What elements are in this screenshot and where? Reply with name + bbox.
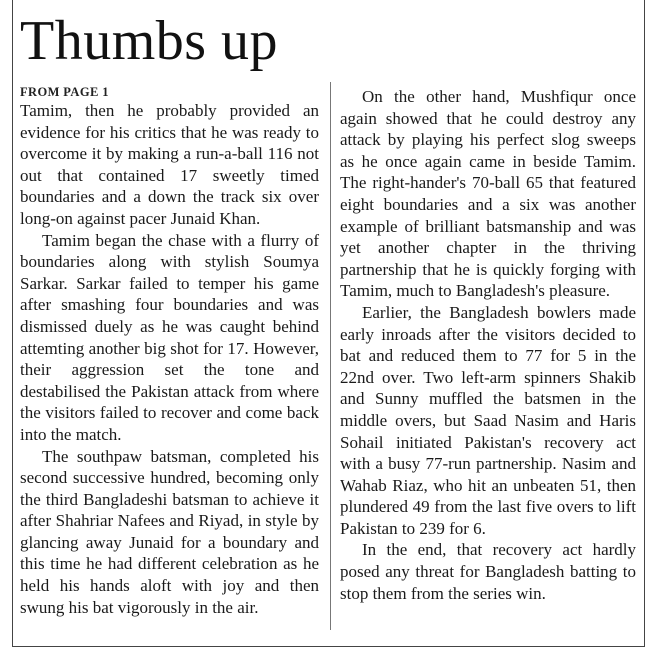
paragraph: Tamim, then he probably provided an evidence for his critics that he was ready to overcome it by making a run-a-ball 116 not out that contained 17 sweetly timed boundaries and a down the track six over long-on against pacer Junaid Khan. [20, 101, 319, 228]
continued-from-kicker: FROM PAGE 1 [20, 85, 109, 99]
column-divider [330, 82, 331, 630]
paragraph: Earlier, the Bangladesh bowlers made early inroads after the visitors decided to bat and reduced them to 77 for 5 in the 22nd over. Two left-arm spinners Shakib and Sunny muffled the batsmen in the middle overs, but Saad Nasim and Haris Sohail initiated Pakistan's recovery act with a busy 77-run partnership. Nasim and Wahab Riaz, who hit an unbeaten 51, then plundered 49 from the last five overs to lift Pakistan to 239 for 6. [340, 302, 636, 538]
article-column-left [20, 84, 319, 618]
paragraph: Tamim began the chase with a flurry of boundaries along with stylish Soumya Sarkar. Sarkar failed to temper his game after smashing four boundaries and was dismissed duely as he was caught behind attemting another big shot for 17. However, their aggression set the tone and destabilised the Pakistan attack from where the visitors failed to recover and come back into the match. [20, 230, 319, 444]
paragraph: The southpaw batsman, completed his second successive hundred, becoming only the third Bangladeshi batsman to achieve it after Shahriar Nafees and Riyad, in style by glancing away Junaid for a boundary and this time he had different celebration as he held his hands aloft with joy and then swung his bat vigorously in the air. [20, 446, 319, 617]
article-column-right [340, 86, 636, 604]
paragraph: In the end, that recovery act hardly posed any threat for Bangladesh batting to stop them from the series win. [340, 540, 636, 603]
headline: Thumbs up [20, 10, 279, 72]
paragraph: On the other hand, Mushfiqur once again showed that he could destroy any attack by playing his perfect slog sweeps as he once again came in beside Tamim. The right-hander's 70-ball 65 that featured eight boundaries and a six was another example of brilliant batsmanship and was yet another chapter in the thriving partnership that he is quickly forging with Tamim, much to Bangladesh's pleasure. [340, 87, 636, 301]
